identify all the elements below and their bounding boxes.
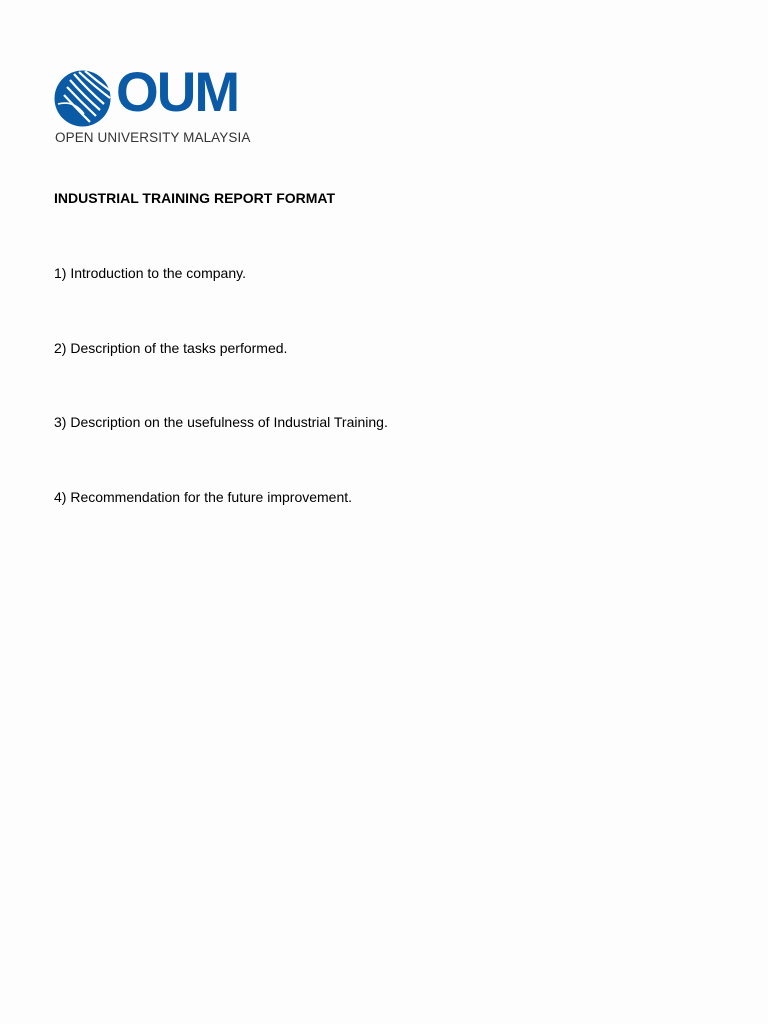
logo-subtitle: OPEN UNIVERSITY MALAYSIA — [55, 130, 251, 145]
document-title: INDUSTRIAL TRAINING REPORT FORMAT — [54, 190, 336, 206]
oum-logo — [54, 60, 264, 150]
list-item: 1) Introduction to the company. — [54, 265, 246, 281]
list-item: 3) Description on the usefulness of Industrial Training. — [54, 414, 388, 430]
logo-wordmark: OUM — [116, 60, 239, 123]
striped-globe-icon — [54, 70, 111, 127]
list-item: 4) Recommendation for the future improvement. — [54, 489, 353, 505]
list-item: 2) Description of the tasks performed. — [54, 340, 288, 356]
